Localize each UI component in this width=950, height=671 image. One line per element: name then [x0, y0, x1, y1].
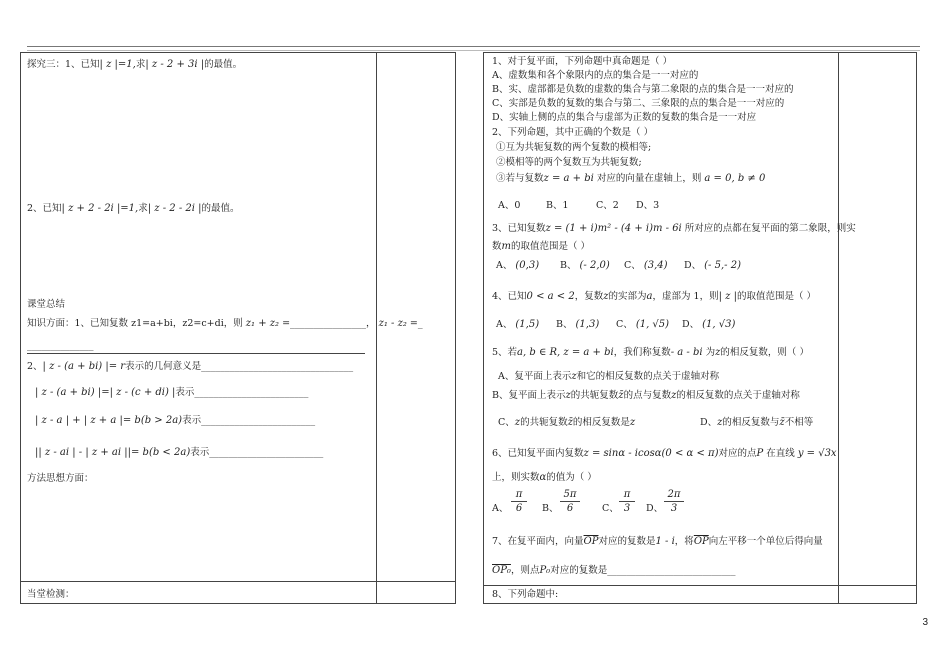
knowledge-line: 知识方面：1、已知复数 z1=a+bi，z2=c+di，则 z₁ + z₂ =________________， z₁ - z₂ =_: [27, 318, 423, 329]
question-7-continuation: OP₀，则点P₀对应的复数是___________________________: [492, 565, 736, 576]
method-label: 方法思想方面：: [27, 473, 94, 484]
explore3-question-1: 探究三：1、已知| z |=1,求| z - 2 + 3i |的最值。: [27, 59, 243, 70]
question-2-statement-1: ①互为共轭复数的两个复数的模相等;: [496, 142, 652, 153]
question-3-option-b: B、 (- 2,0): [560, 260, 610, 271]
question-4: 4、已知0 < a < 2，复数z的实部为a，虚部为 1，则| z |的取值范围是（ ）: [492, 291, 816, 302]
top-rule-thin: [27, 50, 920, 51]
question-2: 2、下列命题，其中正确的个数是（ ）: [492, 127, 654, 138]
question-6-option-a-denominator: 6: [515, 503, 523, 514]
summary-title: 课堂总结: [27, 299, 66, 310]
question-1-option-a: A、虚数集和各个象限内的点的集合是一一对应的: [492, 70, 699, 81]
question-1: 1、对于复平面，下列命题中真命题是（ ）: [492, 56, 673, 67]
fraction-bar: [560, 501, 580, 502]
knowledge-continuation: ______________: [27, 340, 94, 351]
question-5-option-a: A、复平面上表示z和它的相反复数的点关于虚轴对称: [498, 371, 720, 382]
fraction-bar: [664, 501, 684, 502]
question-5-option-b: B、复平面上表示z的共轭复数z̄的点与复数z的相反复数的点关于虚轴对称: [492, 390, 800, 401]
question-6-option-c-label: C、: [602, 503, 619, 514]
question-4-option-b: B、 (1,3): [556, 319, 600, 330]
question-6-option-c-numerator: π: [623, 489, 631, 500]
question-6-option-b-label: B、: [542, 503, 559, 514]
question-2-statement-2: ②模相等的两个复数互为共轭复数;: [496, 157, 642, 168]
question-2-statement-3: ③若与复数z = a + bi 对应的向量在虚轴上，则 a = 0, b ≠ 0: [496, 173, 766, 184]
right-panel-divider: [838, 53, 839, 603]
test-label: 当堂检测：: [27, 589, 75, 600]
question-3-option-c: C、 (3,4): [624, 260, 668, 271]
question-6-option-a-label: A、: [492, 503, 509, 514]
question-6-option-d-denominator: 3: [670, 503, 678, 514]
question-4-option-a: A、 (1,5): [496, 319, 540, 330]
question-6-continuation: 上，则实数α的值为（ ）: [492, 472, 597, 483]
question-2-option-a: A、0: [498, 200, 521, 211]
question-2-option-b: B、1: [546, 200, 569, 211]
fraction-bar: [619, 501, 635, 502]
question-8: 8、下列命题中:: [492, 589, 559, 600]
question-3-option-a: A、 (0,3): [496, 260, 540, 271]
question-4-option-c: C、 (1, √5): [616, 319, 670, 330]
question-1-option-b: B、实、虚部都是负数的虚数的集合与第二象限的点的集合是一一对应的: [492, 84, 794, 95]
left-panel: [20, 52, 456, 604]
question-5-option-c: C、z的共轭复数z̄的相反复数是z: [498, 417, 636, 428]
question-6-option-b-numerator: 5π: [563, 489, 577, 500]
question-5-option-d: D、z的相反复数与z̄不相等: [700, 417, 814, 428]
left-rule: [27, 353, 365, 354]
left-bottom-rule: [21, 581, 455, 582]
question-4-option-d: D、 (1, √3): [682, 319, 736, 330]
question-3-option-d: D、 (- 5,- 2): [684, 260, 741, 271]
question-7: 7、在复平面内，向量$\overline{OP}$对应的复数是1 - i，将$\overline{OP}$向左平移一个单位后得向量: [492, 536, 823, 547]
geometric-meaning-item: 2、| z - (a + bi) |= r表示的几何意义是________________________________: [27, 361, 354, 372]
question-1-option-c: C、实部是负数的复数的集合与第二、三象限的点的集合是一一对应的: [492, 98, 785, 109]
question-6-option-d-numerator: 2π: [667, 489, 681, 500]
question-3: 3、已知复数z = (1 + i)m² - (4 + i)m - 6i 所对应的点都在复平面的第二象限，则实: [492, 223, 856, 234]
question-6-option-b-denominator: 6: [566, 503, 574, 514]
question-6-option-a-numerator: π: [515, 489, 523, 500]
explore3-question-2: 2、已知| z + 2 - 2i |=1,求| z - 2 - 2i |的最值。: [27, 203, 240, 214]
question-6: 6、已知复平面内复数z = sinα - icosα(0 < α < π)对应的点P 在直线 y = √3x: [492, 448, 837, 459]
right-panel: [483, 52, 917, 604]
question-6-option-c-denominator: 3: [623, 503, 631, 514]
question-1-option-d: D、实轴上侧的点的集合与虚部为正数的复数的集合是一一对应: [492, 112, 757, 123]
page-number: 3: [922, 617, 928, 628]
question-5: 5、若a, b ∈ R, z = a + bi，我们称复数- a - bi 为z的相反复数，则（ ）: [492, 347, 809, 358]
question-6-option-d-label: D、: [646, 503, 664, 514]
question-2-option-d: D、3: [636, 200, 660, 211]
top-rule: [27, 46, 920, 47]
meaning-line-c: || z - ai | - | z + ai ||= b(b < 2a)表示________________________: [35, 447, 324, 458]
meaning-line-b: | z - a | + | z + a |= b(b > 2a)表示________________________: [35, 415, 316, 426]
question-3-continuation: 数m的取值范围是（ ）: [492, 241, 591, 252]
meaning-line-a: | z - (a + bi) |=| z - (c + di) |表示________________________: [35, 387, 309, 398]
right-bottom-rule: [484, 585, 916, 586]
question-2-option-c: C、2: [596, 200, 619, 211]
fraction-bar: [511, 501, 527, 502]
